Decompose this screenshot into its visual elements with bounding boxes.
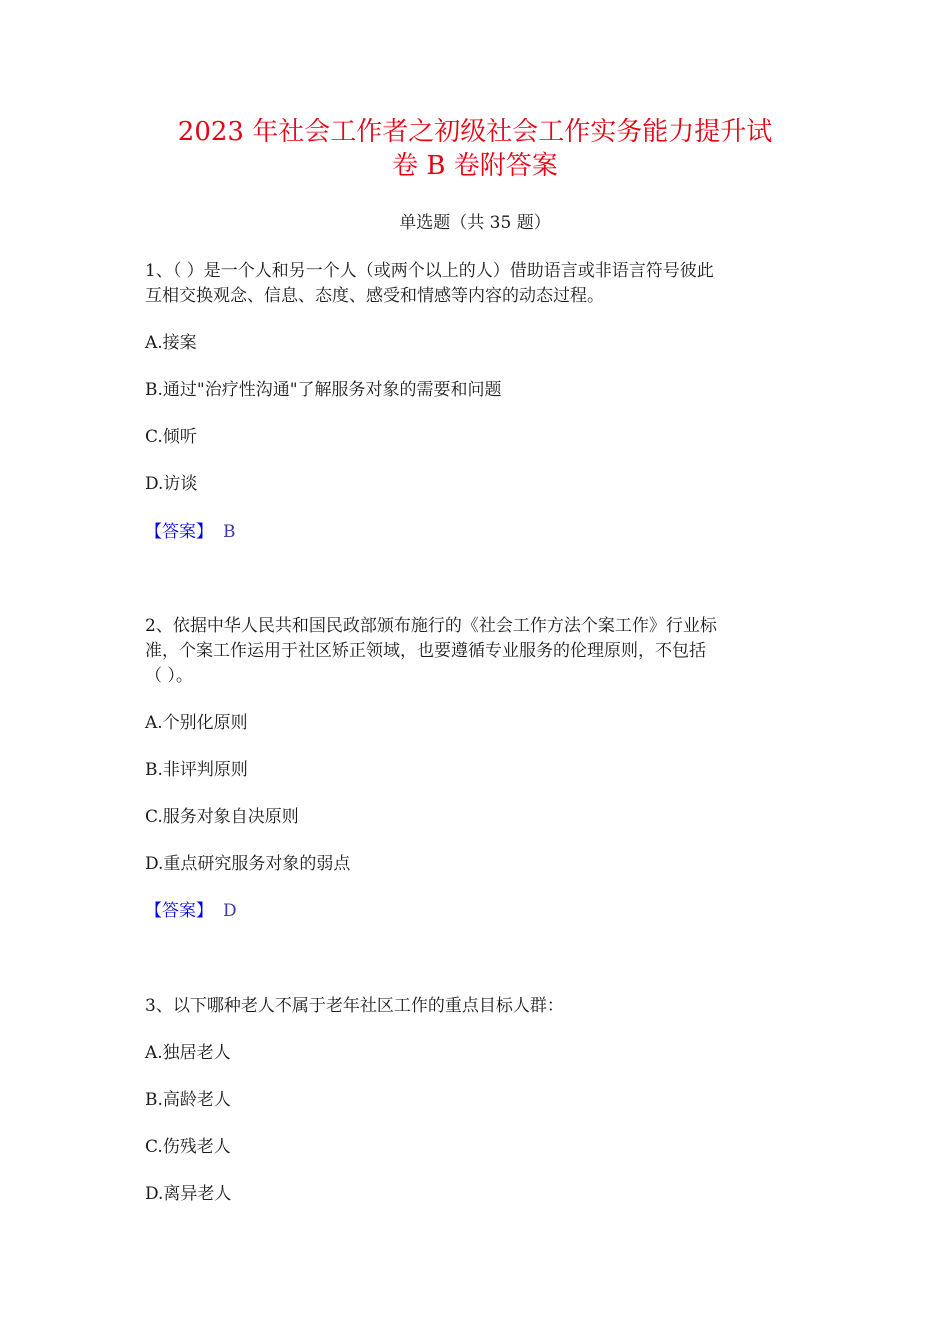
answer-line <box>145 899 237 923</box>
question-text-line: 2、依据中华人民共和国民政部颁布施行的《社会工作方法个案工作》行业标 <box>145 616 717 636</box>
answer-value: B <box>223 522 236 542</box>
option-d: D.访谈 <box>145 474 198 494</box>
option-a: A.独居老人 <box>145 1043 231 1063</box>
answer-tag: 【答案】 <box>145 901 213 921</box>
option-c: C.倾听 <box>145 427 197 447</box>
answer-line <box>145 520 236 544</box>
question-text-line: 准，个案工作运用于社区矫正领域，也要遵循专业服务的伦理原则，不包括 <box>145 641 706 661</box>
option-b: B.非评判原则 <box>145 760 248 780</box>
question-text-line: 3、以下哪种老人不属于老年社区工作的重点目标人群： <box>145 996 564 1016</box>
section-heading: 单选题（共 35 题） <box>399 213 551 233</box>
option-d: D.离异老人 <box>145 1184 232 1204</box>
option-a: A.个别化原则 <box>145 713 248 733</box>
answer-value: D <box>223 901 237 921</box>
document-title-line-2: 卷 B 卷附答案 <box>392 151 558 181</box>
question-text-line: 互相交换观念、信息、态度、感受和情感等内容的动态过程。 <box>145 286 604 306</box>
question-text-line: 1、（ ）是一个人和另一个人（或两个以上的人）借助语言或非语言符号彼此 <box>145 261 714 281</box>
option-a: A.接案 <box>145 333 197 353</box>
answer-tag: 【答案】 <box>145 522 213 542</box>
option-d: D.重点研究服务对象的弱点 <box>145 854 351 874</box>
option-b: B.高龄老人 <box>145 1090 231 1110</box>
option-b: B.通过"治疗性沟通"了解服务对象的需要和问题 <box>145 380 502 400</box>
document-title-line-1: 2023 年社会工作者之初级社会工作实务能力提升试 <box>177 117 773 147</box>
option-c: C.伤残老人 <box>145 1137 231 1157</box>
option-c: C.服务对象自决原则 <box>145 807 299 827</box>
question-text-line: （ ）。 <box>145 666 193 686</box>
